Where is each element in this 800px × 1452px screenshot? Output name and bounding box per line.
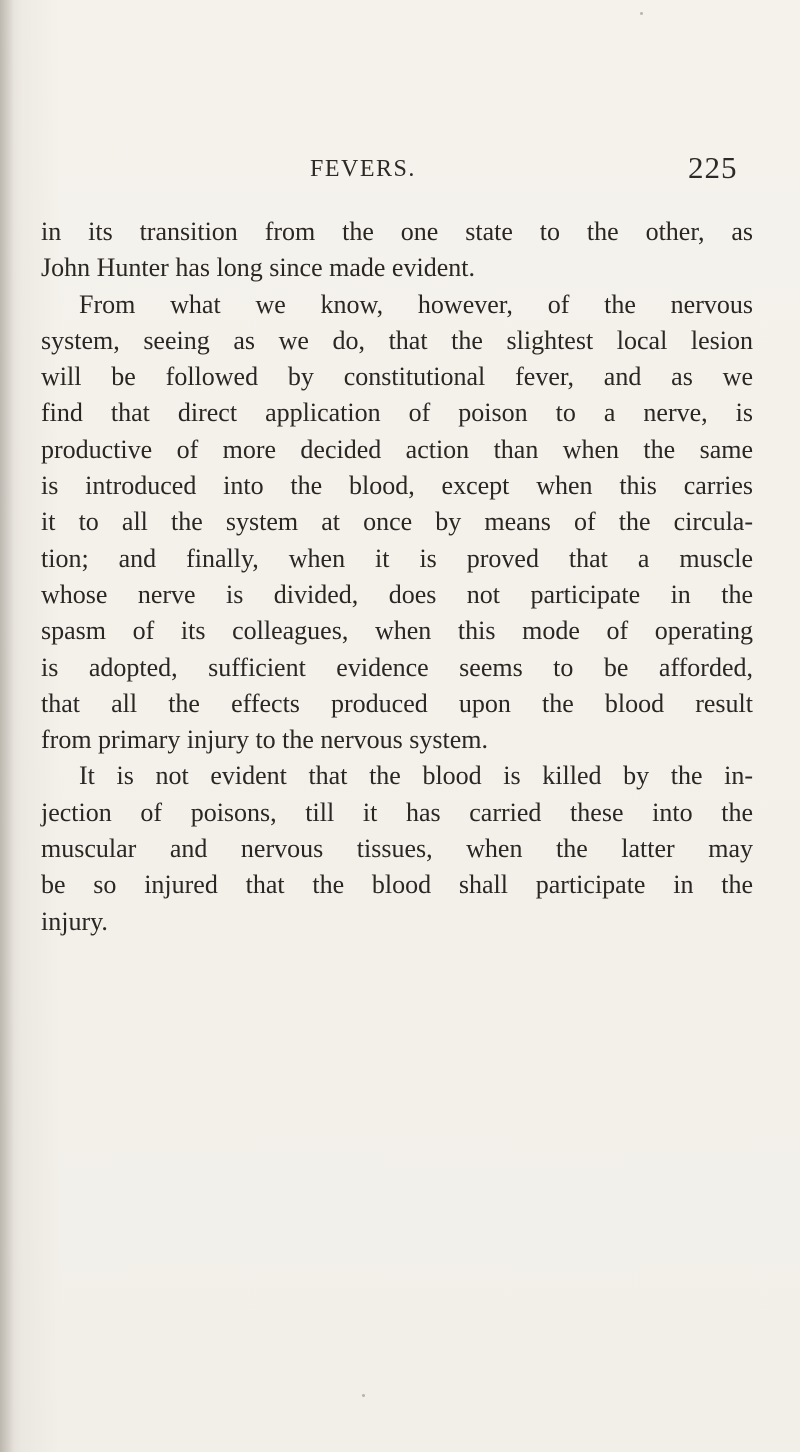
gutter-shadow [0, 0, 14, 1452]
text-line: it to all the system at once by means of the circula- [41, 507, 753, 537]
text-line: that all the effects produced upon the blood result [41, 688, 753, 718]
text-line: will be followed by constitutional fever, and as we [41, 362, 753, 392]
paper-speck [362, 1394, 365, 1397]
text-line: jection of poisons, till it has carried these into the [41, 797, 753, 827]
text-line: is introduced into the blood, except when this carries [41, 471, 753, 501]
text-line: muscular and nervous tissues, when the latter may [41, 834, 753, 864]
text-line: from primary injury to the nervous system. [41, 725, 488, 755]
running-head [0, 150, 800, 196]
text-line: in its transition from the one state to the other, as [41, 217, 753, 246]
paper-speck [640, 12, 643, 15]
text-line: whose nerve is divided, does not participate in the [41, 579, 753, 609]
text-line: John Hunter has long since made evident. [41, 253, 475, 283]
text-line: system, seeing as we do, that the slightest local lesion [41, 325, 753, 355]
text-line: productive of more decided action than when the same [41, 434, 753, 464]
running-title: FEVERS. [310, 156, 416, 182]
text-line: injury. [41, 906, 108, 936]
body-text [41, 214, 753, 940]
text-line: spasm of its colleagues, when this mode of operating [41, 616, 753, 646]
text-line: be so injured that the blood shall participate in the [41, 870, 753, 900]
text-line: It is not evident that the blood is killed by the in- [79, 761, 753, 791]
text-line: From what we know, however, of the nervous [79, 289, 753, 319]
text-line: find that direct application of poison to a nerve, is [41, 398, 753, 428]
text-line: is adopted, sufficient evidence seems to be afforded, [41, 652, 753, 682]
text-line: tion; and finally, when it is proved that a muscle [41, 543, 753, 573]
page-number: 225 [688, 150, 738, 185]
